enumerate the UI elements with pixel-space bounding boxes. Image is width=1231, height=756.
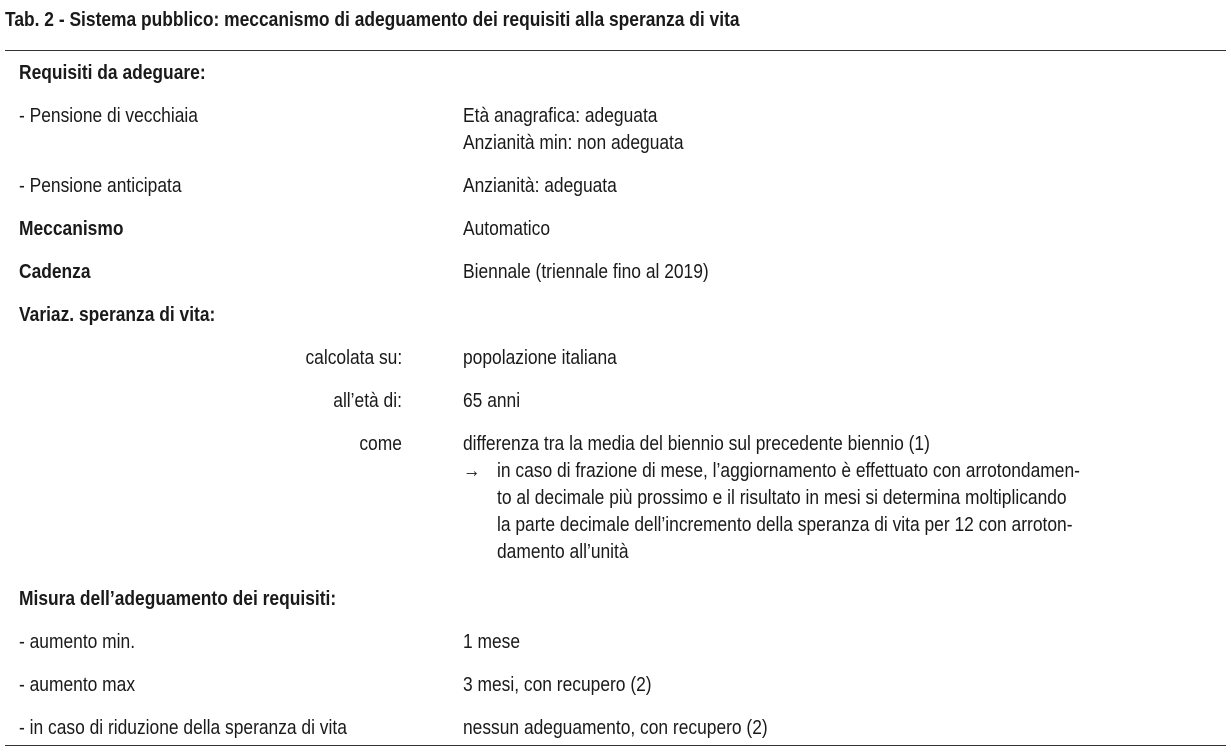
top-rule <box>5 50 1226 51</box>
row-value-come: differenza tra la media del biennio sul precedente biennio (1) <box>463 433 930 455</box>
row-label-min: - aumento min. <box>19 631 136 653</box>
row-label-eta: all’età di: <box>333 390 402 412</box>
note-arrow-icon: → <box>463 460 481 482</box>
row-value-cadenza: Biennale (triennale fino al 2019) <box>463 261 709 283</box>
row-value-eta: 65 anni <box>463 390 521 412</box>
row-label-come: come <box>359 433 402 455</box>
row-label-vecchiaia: - Pensione di vecchiaia <box>19 105 198 127</box>
row-label-riduzione: - in caso di riduzione della speranza di vita <box>19 717 347 739</box>
row-label-meccanismo: Meccanismo <box>19 218 124 240</box>
row-value-meccanismo: Automatico <box>463 218 551 240</box>
section-variaz: Variaz. speranza di vita: <box>19 304 216 326</box>
note-text <box>497 458 1231 566</box>
section-requisiti: Requisiti da adeguare: <box>19 62 206 84</box>
row-value-min: 1 mese <box>463 631 521 653</box>
note-line: la parte decimale dell’incremento della speranza di vita per 12 con arroton- <box>497 514 1073 536</box>
row-value-vecchiaia-1: Età anagrafica: adeguata <box>463 105 658 127</box>
row-label-calcolata: calcolata su: <box>305 347 402 369</box>
row-value-calcolata: popolazione italiana <box>463 347 617 369</box>
bottom-rule <box>5 745 1226 746</box>
section-misura: Misura dell’adeguamento dei requisiti: <box>19 588 337 610</box>
row-value-riduzione: nessun adeguamento, con recupero (2) <box>463 717 768 739</box>
row-value-anticipata: Anzianità: adeguata <box>463 175 617 197</box>
note-line: to al decimale più prossimo e il risultato in mesi si determina moltiplicando <box>497 487 1067 509</box>
note-line: damento all’unità <box>497 541 629 563</box>
row-value-max: 3 mesi, con recupero (2) <box>463 674 652 696</box>
row-label-max: - aumento max <box>19 674 136 696</box>
row-label-cadenza: Cadenza <box>19 261 91 283</box>
row-label-anticipata: - Pensione anticipata <box>19 175 182 197</box>
row-value-vecchiaia-2: Anzianità min: non adeguata <box>463 132 684 154</box>
note-line: in caso di frazione di mese, l’aggiornamento è effettuato con arrotondamen- <box>497 460 1080 482</box>
table-title: Tab. 2 - Sistema pubblico: meccanismo di adeguamento dei requisiti alla speranza di vita <box>5 9 740 31</box>
